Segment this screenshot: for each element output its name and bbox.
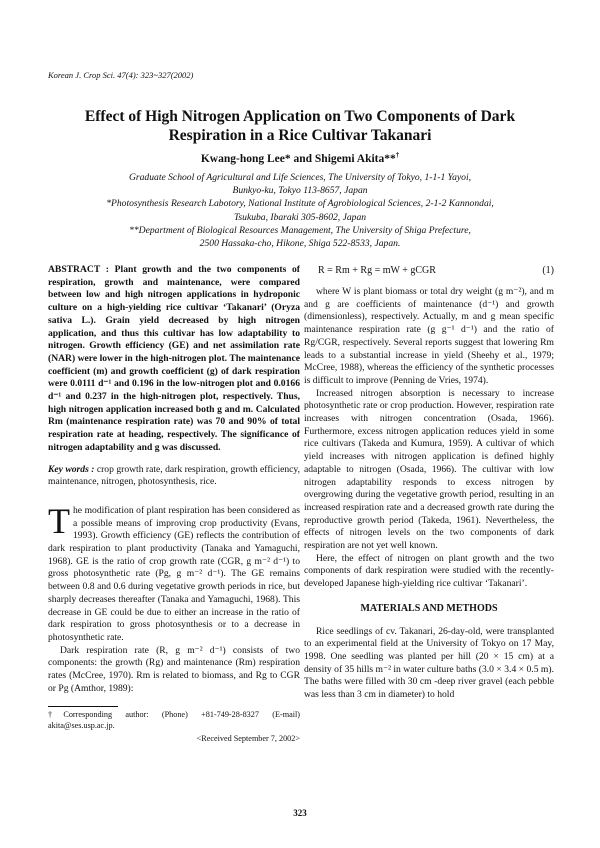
body-paragraph-2: Increased nitrogen absorption is necessary to increase photosynthetic rate or crop production. However, respiration rate increases with nitrogen concentration (Osada, 1966). Furthermore, excess nitrogen application reduces yield in some rice cultivars (Takeda and Kumura, 1959). A cultivar of which yield increases with nitrogen application is defined highly adaptable to nitrogen (Osada, 1966). The cultivar with low nitrogen adaptability responds to excess nitrogen by overgrowing during the vegetative growth period, resulting in an increased respiration rate and a decreased growth rate during the reproductive growth period (Takeda, 1961). Nevertheless, the effects of nitrogen levels on the two components of dark respiration are not yet well known. <box>304 387 554 552</box>
equation-1 <box>304 264 554 286</box>
keywords <box>48 464 300 489</box>
authors-text: Kwang-hong Lee* and Shigemi Akita** <box>200 153 396 165</box>
equation-number: (1) <box>542 265 554 276</box>
methods-heading: MATERIALS AND METHODS <box>360 602 498 614</box>
title-line-2: Respiration in a Rice Cultivar Takanari <box>168 127 432 144</box>
page-number: 323 <box>293 808 307 818</box>
equation-text: R = Rm + Rg = mW + gCGR <box>318 265 436 276</box>
footnote-rule <box>48 706 118 707</box>
corresponding-mark: † <box>395 152 400 160</box>
affiliation-line: *Photosynthesis Research Labotory, National Institute of Agrobiological Sciences, 2-1-2 Kannondai, <box>106 198 494 210</box>
keywords-label: Key words : <box>48 463 95 475</box>
affiliation-line: Bunkyo-ku, Tokyo 113-8657, Japan <box>232 185 368 197</box>
affiliation-line: Graduate School of Agricultural and Life Sciences, The University of Tokyo, 1-1-1 Yayoi, <box>128 172 472 183</box>
affiliation-line: Tsukuba, Ibaraki 305-8602, Japan <box>233 211 367 223</box>
body-paragraph-3: Here, the effect of nitrogen on plant growth and the two components of dark respiration were studied with the recently-developed Japanese high-yielding rice cultivar ‘Takanari’. <box>304 552 554 590</box>
abstract-label: ABSTRACT : <box>48 264 109 275</box>
footnote-corresponding: †Corresponding author: (Phone) +81-749-28-8327 (E-mail) akita@ses.usp.ac.jp. <box>48 709 300 730</box>
author-list <box>60 153 540 165</box>
journal-reference: Korean J. Crop Sci. 47(4): 323~327(2002) <box>48 70 194 80</box>
abstract-text: Plant growth and the two components of respiration, growth and maintenance, were compared between low and high nitrogen applications in hydroponic culture on a high-yielding rice cultivar ‘Takanari’ (Oryza sativa L.). Grain yield decreased by high nitrogen application, and thus this cultivar has low adaptability to nitrogen. Growth efficiency (GE) and net assimilation rate (NAR) were lower in the high-nitrogen plot. The maintenance coefficient (m) and growth coefficient (g) of dark respiration were 0.0111 d⁻¹ and 0.196 in the low-nitrogen plot and 0.0166 d⁻¹ and 0.237 in the high-nitrogen plot, respectively. Thus, high nitrogen application increased both g and m. Calculated Rm (maintenance respiration rate) was 70 and 90% of total respiration rate at heading, respectively. The significance of nitrogen adaptability and g was discussed. <box>48 264 301 453</box>
left-column <box>48 264 300 744</box>
intro-paragraph-1 <box>48 500 300 645</box>
intro-text-1: he modification of plant respiration has been considered as a possible means of improving crop productivity (Evans, 1993). Growth efficiency (GE) reflects the contribution of dark respiration to plant productivity (Tanaka and Yamaguchi, 1968). GE is the ratio of crop growth rate (CGR, g m⁻² d⁻¹) to gross photosynthetic rate (Pg, g m⁻² d⁻¹). The GE remains between 0.8 and 0.6 during vegetative growth periods in rice, but sharply decreases thereafter (Tanaka and Yamaguchi, 1968). This decrease in GE could be due to either an increase in the ratio of dark respiration to gross photosynthesis or to a decrease in photosynthetic rate. <box>48 504 300 643</box>
intro-paragraph-2: Dark respiration rate (R, g m⁻² d⁻¹) consists of two components: the growth (Rg) and maintenance (Rm) respiration rates (McCree, 1970). Rm is related to biomass, and Rg to CGR or Pg (Amthor, 1989): <box>48 644 300 694</box>
title-line-1: Effect of High Nitrogen Application on Two Components of Dark <box>84 108 516 125</box>
affiliation-line: **Department of Biological Resources Management, The University of Shiga Prefecture, <box>129 224 471 236</box>
keywords-text: crop growth rate, dark respiration, growth efficiency, maintenance, nitrogen, photosynthesis, rice. <box>48 463 300 488</box>
drop-cap: T <box>48 500 70 541</box>
affiliation-line: 2500 Hassaka-cho, Hikone, Shiga 522-8533, Japan. <box>199 238 401 250</box>
article-title <box>60 107 540 145</box>
methods-paragraph-1: Rice seedlings of cv. Takanari, 26-day-old, were transplanted to an experimental field at the University of Tokyo on 17 May, 1998. One seedling was planted per hill (20 × 15 cm) at a density of 35 hills m⁻² in water culture baths (3.0 × 3.4 × 0.5 m). The baths were filled with 30 cm -deep river gravel (each pebble was less than 3 cm in diameter) to hold <box>304 625 554 701</box>
affiliations <box>70 171 530 250</box>
footnote-received: <Received September 7, 2002> <box>196 733 300 743</box>
right-column <box>304 264 554 702</box>
body-paragraph-1: where W is plant biomass or total dry weight (g m⁻²), and m and g are coefficients of maintenance (d⁻¹) and growth (dimensionless), respectively. Actually, m and g mean specific maintenance respiration rate (g g⁻¹ d⁻¹) and the ratio of Rg/CGR, respectively. Several reports suggest that lowering Rm leads to a substantial increase in yield (Sheehy et al., 1979; McCree, 1988), whereas the efficiency of the synthetic processes is difficult to improve (Penning de Vries, 1974). <box>304 286 554 386</box>
abstract <box>48 264 300 455</box>
